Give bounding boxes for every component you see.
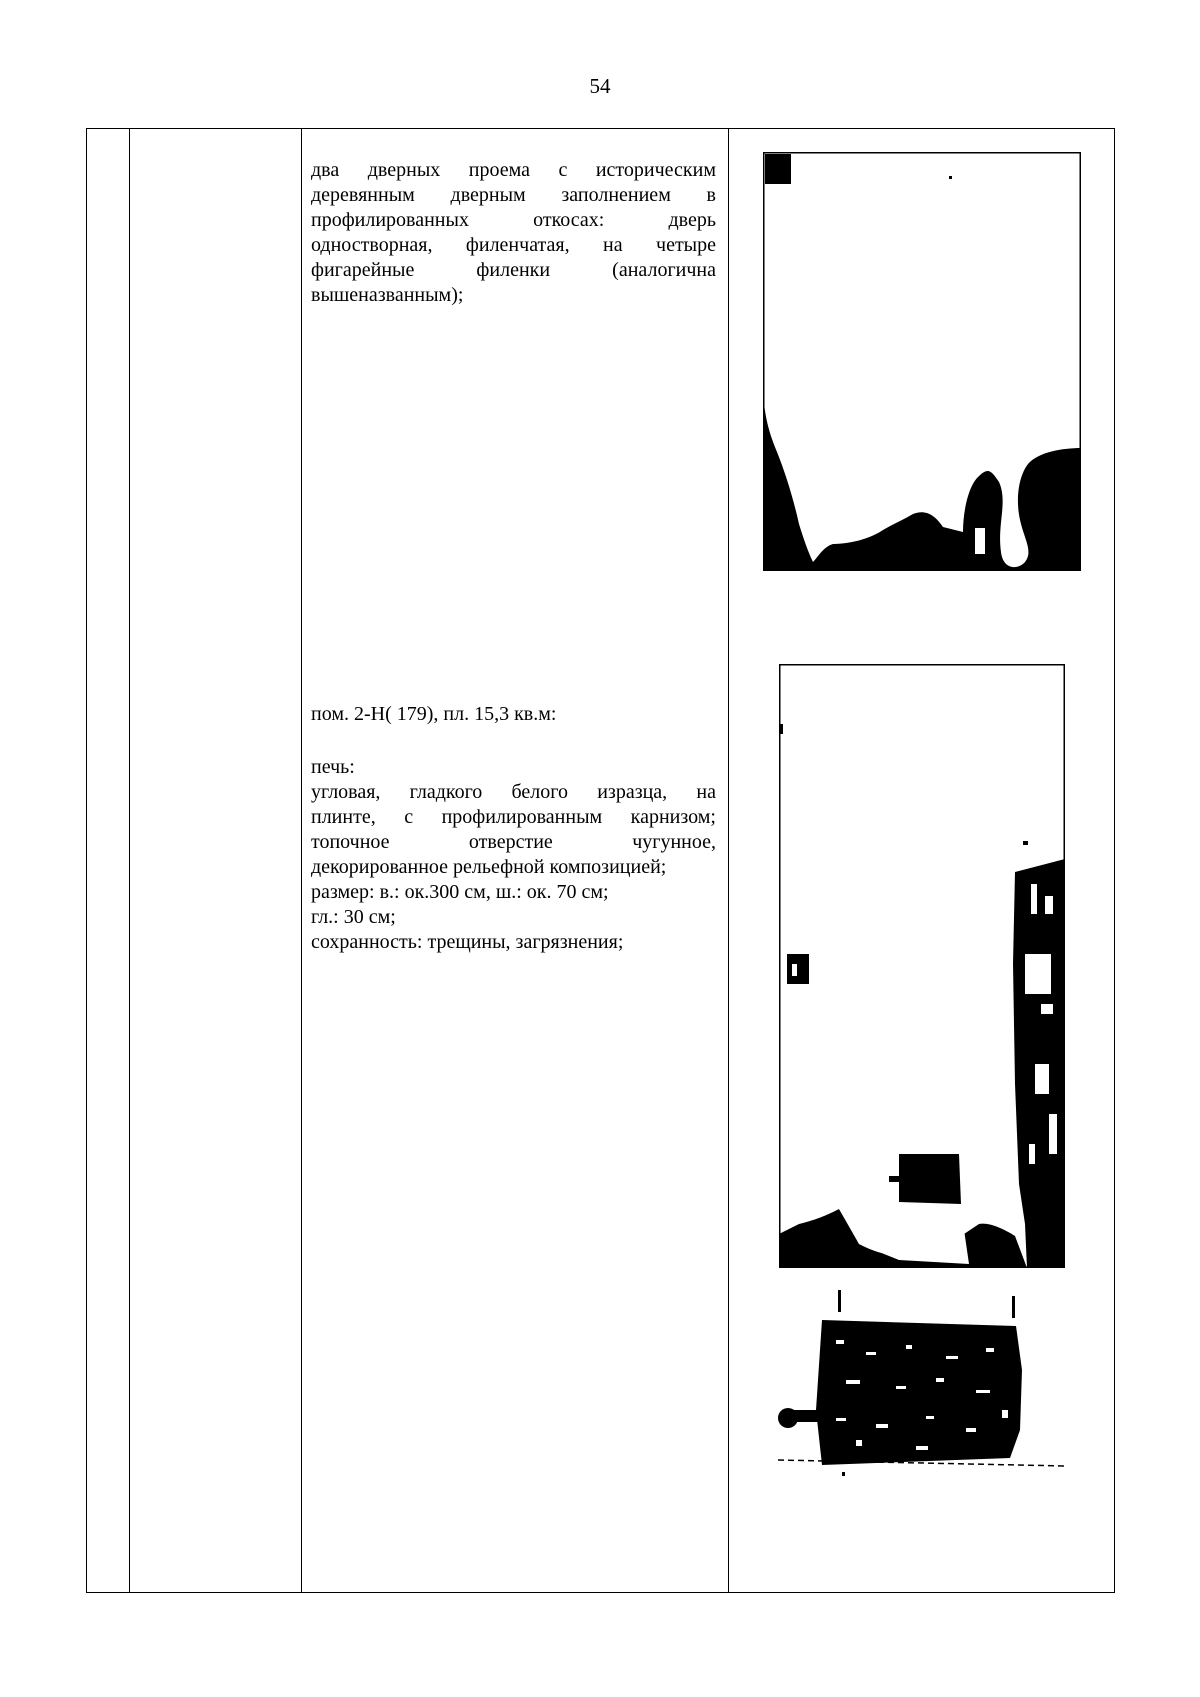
text-line: профилированных откосах: дверь bbox=[311, 209, 716, 231]
room-title: пом. 2-Н( 179), пл. 15,3 кв.м: bbox=[311, 703, 557, 725]
text-line: фигарейные филенки (аналогична bbox=[311, 259, 716, 281]
firebox-door-photo bbox=[776, 1290, 1070, 1476]
text-line: два дверных проема с историческим bbox=[311, 159, 716, 181]
text-line: угловая, гладкого белого изразца, на bbox=[311, 781, 716, 803]
text-line: одностворная, филенчатая, на четыре bbox=[311, 234, 716, 256]
stove-description bbox=[311, 755, 716, 955]
text-line: топочное отверстие чугунное, bbox=[311, 831, 716, 853]
text-line: сохранность: трещины, загрязнения; bbox=[311, 931, 624, 953]
door-photo bbox=[763, 152, 1081, 571]
stove-heading: печь: bbox=[311, 756, 355, 778]
text-line: вышеназванным); bbox=[311, 284, 464, 306]
door-description bbox=[311, 158, 716, 308]
column-divider-2 bbox=[301, 129, 302, 1592]
text-line: плинте, с профилированным карнизом; bbox=[311, 806, 716, 828]
column-divider-1 bbox=[129, 129, 130, 1592]
text-line: гл.: 30 см; bbox=[311, 906, 396, 928]
text-line: размер: в.: ок.300 см, ш.: ок. 70 см; bbox=[311, 881, 609, 903]
text-line: деревянным дверным заполнением в bbox=[311, 184, 716, 206]
text-line: декорированное рельефной композицией; bbox=[311, 856, 667, 878]
page-number: 54 bbox=[589, 74, 611, 98]
column-divider-3 bbox=[728, 129, 729, 1592]
stove-photo bbox=[779, 664, 1065, 1268]
